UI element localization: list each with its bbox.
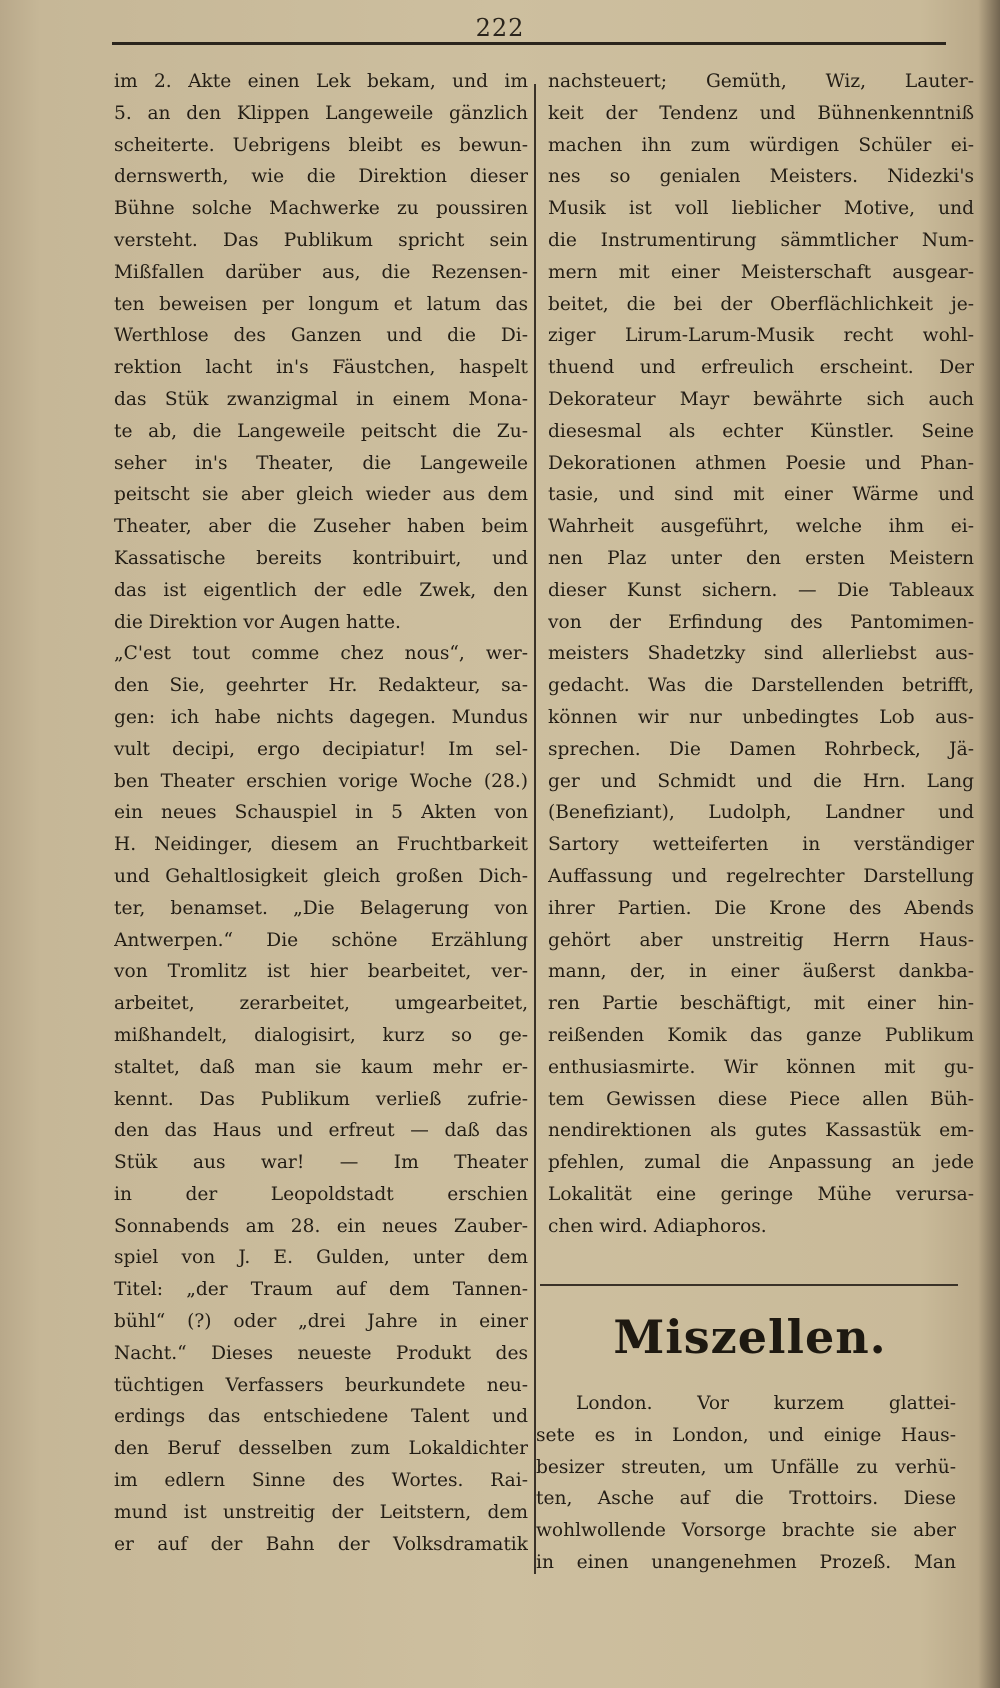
text-line: nen Plaz unter den ersten Meistern — [548, 547, 974, 569]
text-line: Kassatische bereits kontribuirt, und — [114, 547, 528, 569]
text-line: das ist eigentlich der edle Zwek, den — [114, 579, 528, 601]
text-line: diesesmal als echter Künstler. Seine — [548, 420, 974, 442]
text-line: kennt. Das Publikum verließ zufrie- — [114, 1088, 528, 1110]
text-line: ihrer Partien. Die Krone des Abends — [548, 897, 974, 919]
text-line: versteht. Das Publikum spricht sein — [114, 229, 528, 251]
text-line: gen: ich habe nichts dagegen. Mundus — [114, 706, 528, 728]
text-line: nachsteuert; Gemüth, Wiz, Lauter- — [548, 71, 974, 92]
text-line: ten, Asche auf die Trottoirs. Diese — [536, 1488, 956, 1510]
text-line: ter, benamset. „Die Belagerung von — [114, 897, 528, 919]
text-line: ziger Lirum-Larum-Musik recht wohl- — [548, 325, 974, 347]
column-divider — [534, 84, 536, 1574]
miszellen-text — [536, 1388, 956, 1579]
text-line: te ab, die Langeweile peitscht die Zu- — [114, 420, 528, 442]
text-line: thuend und erfreulich erscheint. Der — [548, 357, 974, 379]
text-line: reißenden Komik das ganze Publikum — [548, 1024, 974, 1046]
text-line: ten beweisen per longum et latum das — [114, 293, 528, 315]
text-line: besizer streuten, um Unfälle zu verhü- — [536, 1456, 956, 1478]
text-line: Theater, aber die Zuseher haben beim — [114, 516, 528, 538]
left-column — [114, 66, 528, 1560]
text-line: mißhandelt, dialogisirt, kurz so ge- — [114, 1024, 528, 1046]
text-line: Antwerpen.“ Die schöne Erzählung — [114, 929, 528, 951]
text-line: pfehlen, zumal die Anpassung an jede — [548, 1152, 974, 1174]
text-line: sprechen. Die Damen Rohrbeck, Jä- — [548, 738, 974, 760]
right-column — [548, 66, 974, 1242]
page-edge-shadow — [978, 0, 1000, 1688]
text-line: spiel von J. E. Gulden, unter dem — [114, 1247, 528, 1269]
text-line: Stük aus war! — Im Theater — [114, 1152, 528, 1174]
section-separator-rule — [540, 1284, 958, 1286]
text-line: arbeitet, zerarbeitet, umgearbeitet, — [114, 993, 528, 1015]
text-line: staltet, daß man sie kaum mehr er- — [114, 1056, 528, 1078]
text-line: das Stük zwanzigmal in einem Mona- — [114, 388, 528, 410]
text-line: Dekorateur Mayr bewährte sich auch — [548, 388, 974, 410]
text-line: Bühne solche Machwerke zu poussiren — [114, 198, 528, 220]
text-line: vult decipi, ergo decipiatur! Im sel- — [114, 738, 528, 760]
text-line: meisters Shadetzky sind allerliebst aus- — [548, 643, 974, 665]
text-line: Auffassung und regelrechter Darstellung — [548, 865, 974, 887]
text-line: dernswerth, wie die Direktion dieser — [114, 166, 528, 188]
text-line: im edlern Sinne des Wortes. Rai- — [114, 1470, 528, 1492]
text-line: tüchtigen Verfassers beurkundete neu- — [114, 1374, 528, 1396]
text-line: nendirektionen als gutes Kassastük em- — [548, 1120, 974, 1142]
header-rule — [112, 42, 946, 45]
text-line: keit der Tendenz und Bühnenkenntniß — [548, 102, 974, 124]
text-line: (Benefiziant), Ludolph, Landner und — [548, 802, 974, 824]
text-line: den Beruf desselben zum Lokaldichter — [114, 1438, 528, 1460]
text-line: rektion lacht in's Fäustchen, haspelt — [114, 357, 528, 379]
text-line: wohlwollende Vorsorge brachte sie aber — [536, 1520, 956, 1542]
text-line: 5. an den Klippen Langeweile gänzlich — [114, 102, 528, 124]
text-line: „C'est tout comme chez nous“, wer- — [114, 643, 528, 665]
text-line: scheiterte. Uebrigens bleibt es bewun- — [114, 134, 528, 156]
text-line: enthusiasmirte. Wir können mit gu- — [548, 1056, 974, 1078]
text-line: gedacht. Was die Darstellenden betrifft, — [548, 675, 974, 697]
text-line: Lokalität eine geringe Mühe verursa- — [548, 1183, 974, 1205]
text-line: ren Partie beschäftigt, mit einer hin- — [548, 993, 974, 1015]
text-line: den Sie, geehrter Hr. Redakteur, sa- — [114, 675, 528, 697]
text-line: tasie, und sind mit einer Wärme und — [548, 484, 974, 506]
text-line: Nacht.“ Dieses neueste Produkt des — [114, 1342, 528, 1364]
text-line: und Gehaltlosigkeit gleich großen Dich- — [114, 865, 528, 887]
text-line: Wahrheit ausgeführt, welche ihm ei- — [548, 516, 974, 538]
text-line: mern mit einer Meisterschaft ausgear- — [548, 261, 974, 283]
text-line: Dekorationen athmen Poesie und Phan- — [548, 452, 974, 474]
text-line: von Tromlitz ist hier bearbeitet, ver- — [114, 961, 528, 983]
text-line: bühl“ (?) oder „drei Jahre in einer — [114, 1311, 528, 1333]
text-line: mund ist unstreitig der Leitstern, dem — [114, 1501, 528, 1523]
text-line: peitscht sie aber gleich wieder aus dem — [114, 484, 528, 506]
text-line: Sonnabends am 28. ein neues Zauber- — [114, 1215, 528, 1237]
text-line: London. Vor kurzem glattei- — [576, 1393, 956, 1414]
page-number: 222 — [475, 14, 525, 42]
text-line: gehört aber unstreitig Herrn Haus- — [548, 929, 974, 951]
text-line: von der Erfindung des Pantomimen- — [548, 611, 974, 633]
text-line: Werthlose des Ganzen und die Di- — [114, 325, 528, 347]
text-line: in einen unangenehmen Prozeß. Man — [536, 1551, 956, 1573]
text-line: ein neues Schauspiel in 5 Akten von — [114, 802, 528, 824]
text-line: Sartory wetteiferten in verständiger — [548, 834, 974, 856]
text-line: machen ihn zum würdigen Schüler ei- — [548, 134, 974, 156]
text-line: dieser Kunst sichern. — Die Tableaux — [548, 579, 974, 601]
text-line: ger und Schmidt und die Hrn. Lang — [548, 770, 974, 792]
text-line: beitet, die bei der Oberflächlichkeit je- — [548, 293, 974, 315]
text-line: ben Theater erschien vorige Woche (28.) — [114, 770, 528, 792]
text-line: chen wird. Adiaphoros. — [548, 1215, 767, 1237]
text-line: die Direktion vor Augen hatte. — [114, 611, 401, 633]
text-line: Titel: „der Traum auf dem Tannen- — [114, 1279, 528, 1301]
text-line: seher in's Theater, die Langeweile — [114, 452, 528, 474]
text-line: H. Neidinger, diesem an Fruchtbarkeit — [114, 834, 528, 856]
text-line: die Instrumentirung sämmtlicher Num- — [548, 229, 974, 251]
text-line: Musik ist voll lieblicher Motive, und — [548, 198, 974, 220]
section-title: Miszellen. — [613, 1310, 887, 1364]
text-line: im 2. Akte einen Lek bekam, und im — [114, 71, 528, 92]
text-line: können wir nur unbedingtes Lob aus- — [548, 706, 974, 728]
text-line: Mißfallen darüber aus, die Rezensen- — [114, 261, 528, 283]
text-line: mann, der, in einer äußerst dankba- — [548, 961, 974, 983]
text-line: tem Gewissen diese Piece allen Büh- — [548, 1088, 974, 1110]
text-line: in der Leopoldstadt erschien — [114, 1183, 528, 1205]
text-line: nes so genialen Meisters. Nidezki's — [548, 166, 974, 188]
text-line: den das Haus und erfreut — daß das — [114, 1120, 528, 1142]
text-line: sete es in London, und einige Haus- — [536, 1424, 956, 1446]
text-line: erdings das entschiedene Talent und — [114, 1406, 528, 1428]
text-line: er auf der Bahn der Volksdramatik — [114, 1533, 528, 1555]
